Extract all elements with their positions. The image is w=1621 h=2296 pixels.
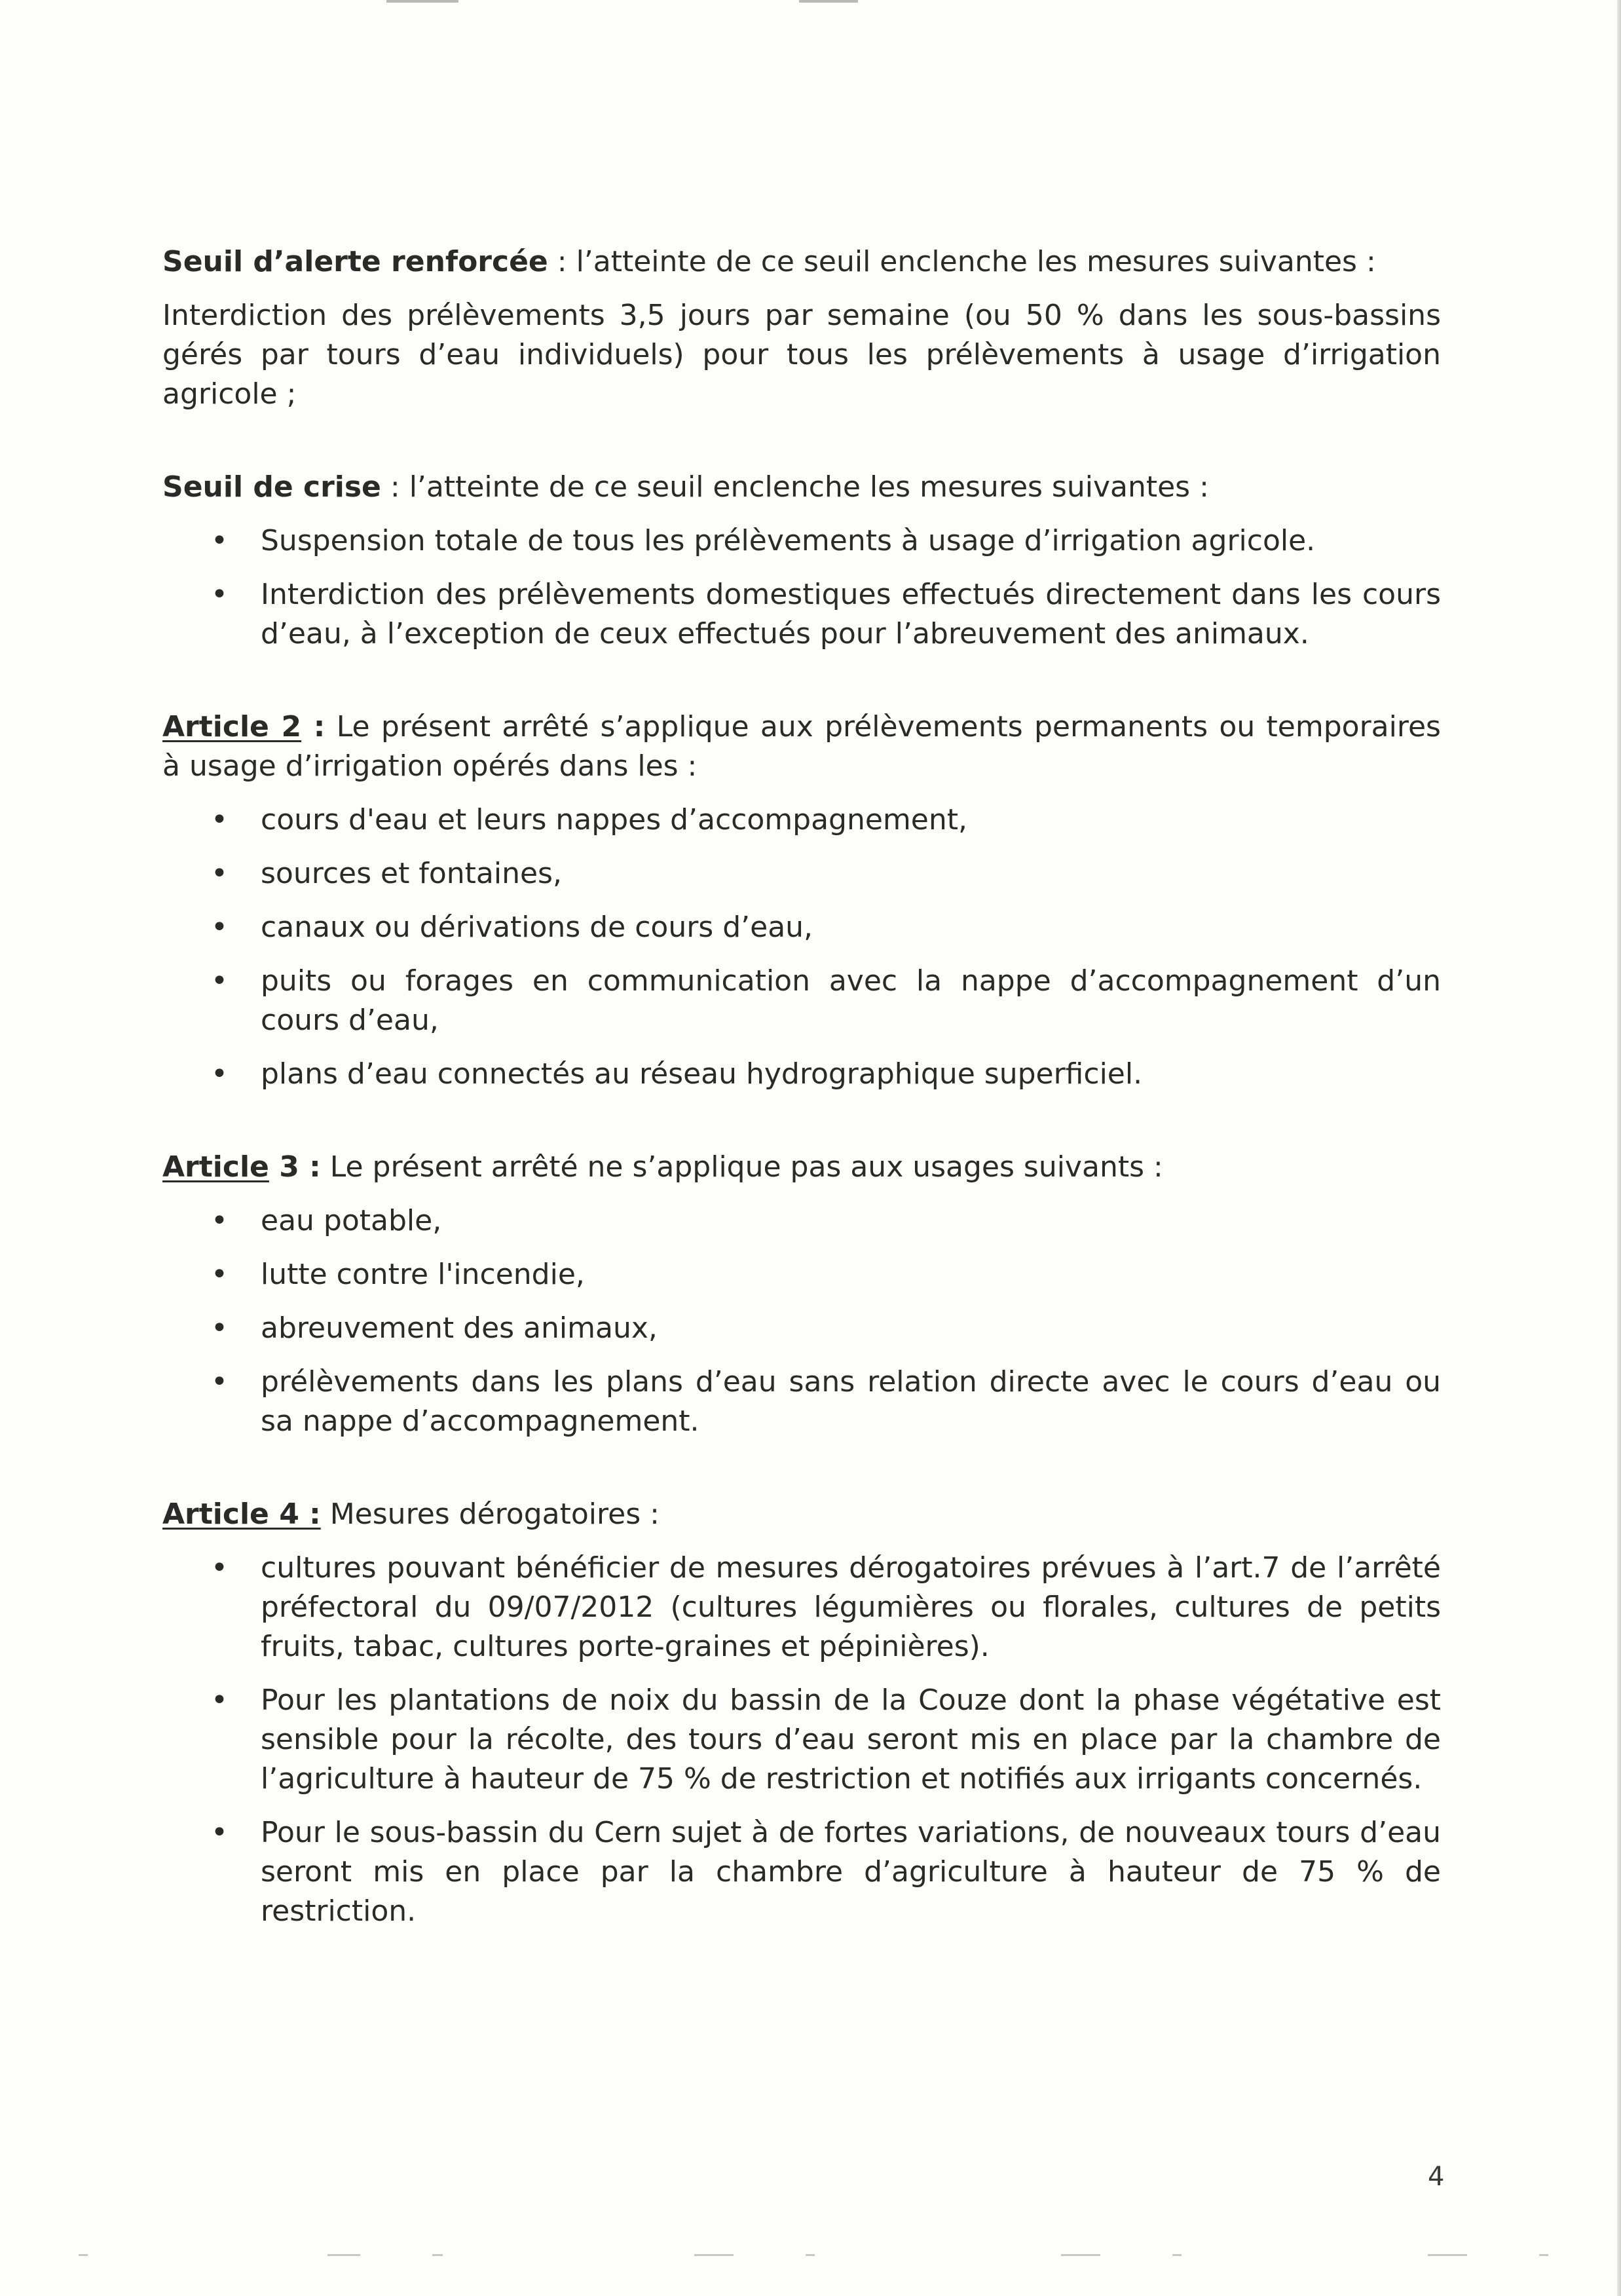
- list-item: [162, 1363, 1441, 1441]
- article-3-heading: [162, 1148, 1441, 1187]
- list-item-text: puits ou forages en communication avec la nappe d’accompagnement d’un cours d’eau,: [261, 964, 1441, 1037]
- page-edge: [1617, 0, 1621, 2296]
- bullet-icon: •: [211, 1365, 228, 1399]
- list-item-text: Suspension totale de tous les prélèvements à usage d’irrigation agricole.: [261, 524, 1316, 557]
- bullet-icon: •: [211, 1816, 228, 1849]
- document-body: [162, 242, 1441, 1931]
- list-item: [162, 1055, 1441, 1094]
- seuil-crise-label: Seuil de crise: [162, 470, 381, 504]
- bullet-icon: •: [211, 1258, 228, 1291]
- list-item: [162, 1549, 1441, 1666]
- article-3-label: Article: [162, 1150, 269, 1184]
- bullet-icon: •: [211, 1551, 228, 1585]
- bullet-icon: •: [211, 1311, 228, 1345]
- seuil-crise-text: : l’atteinte de ce seuil enclenche les mesures suivantes :: [381, 470, 1209, 504]
- bullet-icon: •: [211, 1204, 228, 1237]
- scan-mark: [386, 0, 458, 3]
- scan-mark: [799, 0, 858, 3]
- article-2-label: Article 2: [162, 710, 302, 743]
- bullet-icon: •: [211, 964, 228, 998]
- bullet-icon: •: [211, 857, 228, 890]
- article-3-text: Le présent arrêté ne s’applique pas aux usages suivants :: [320, 1150, 1163, 1184]
- list-item: [162, 1309, 1441, 1348]
- list-item-text: prélèvements dans les plans d’eau sans relation directe avec le cours d’eau ou sa nappe d’accompagnement.: [261, 1365, 1441, 1438]
- bullet-icon: •: [211, 803, 228, 837]
- list-item-text: abreuvement des animaux,: [261, 1311, 658, 1345]
- bullet-icon: •: [211, 1684, 228, 1717]
- list-item-text: Pour le sous-bassin du Cern sujet à de fortes variations, de nouveaux tours d’eau seront mis en place par la chambre d’agriculture à hauteur de 75 % de restriction.: [261, 1816, 1441, 1928]
- article-4-text: Mesures dérogatoires :: [320, 1497, 660, 1531]
- article-2-text: Le présent arrêté s’applique aux prélèvements permanents ou temporaires à usage d’irrigation opérés dans les :: [162, 710, 1441, 783]
- seuil-alerte-heading: [162, 242, 1441, 282]
- seuil-crise-list: [162, 521, 1441, 654]
- list-item: [162, 1255, 1441, 1294]
- scan-noise: [0, 2252, 1621, 2259]
- list-item: [162, 962, 1441, 1040]
- list-item-text: Pour les plantations de noix du bassin de la Couze dont la phase végétative est sensible pour la récolte, des tours d’eau seront mis en place par la chambre de l’agriculture à hauteur de 75 % de restriction et notifiés aux irrigants concernés.: [261, 1684, 1441, 1796]
- list-item: [162, 575, 1441, 654]
- article-2-heading: [162, 707, 1441, 786]
- list-item: [162, 521, 1441, 561]
- seuil-crise-heading: [162, 468, 1441, 507]
- article-3-number: 3 :: [269, 1150, 321, 1184]
- article-4-heading: [162, 1495, 1441, 1534]
- bullet-icon: •: [211, 524, 228, 557]
- article-4-list: [162, 1549, 1441, 1931]
- list-item: [162, 908, 1441, 947]
- list-item: [162, 1201, 1441, 1241]
- article-3-list: [162, 1201, 1441, 1441]
- seuil-alerte-paragraph: Interdiction des prélèvements 3,5 jours par semaine (ou 50 % dans les sous-bassins gérés par tours d’eau individuels) pour tous les prélèvements à usage d’irrigation agricole ;: [162, 299, 1441, 411]
- list-item-text: plans d’eau connectés au réseau hydrographique superficiel.: [261, 1057, 1143, 1091]
- page-number: 4: [1428, 2162, 1445, 2192]
- list-item: [162, 854, 1441, 894]
- list-item-text: eau potable,: [261, 1204, 442, 1237]
- list-item-text: canaux ou dérivations de cours d’eau,: [261, 911, 813, 944]
- article-4-label: Article 4 :: [162, 1497, 321, 1531]
- list-item: [162, 1813, 1441, 1931]
- list-item-text: sources et fontaines,: [261, 857, 562, 890]
- bullet-icon: •: [211, 911, 228, 944]
- bullet-icon: •: [211, 1057, 228, 1091]
- list-item-text: cultures pouvant bénéficier de mesures dérogatoires prévues à l’art.7 de l’arrêté préfectoral du 09/07/2012 (cultures légumières ou florales, cultures de petits fruits, tabac, cultures porte-graines et pépinières).: [261, 1551, 1441, 1663]
- seuil-alerte-text: : l’atteinte de ce seuil enclenche les mesures suivantes :: [548, 245, 1376, 278]
- list-item: [162, 1681, 1441, 1799]
- list-item: [162, 800, 1441, 840]
- seuil-alerte-label: Seuil d’alerte renforcée: [162, 245, 548, 278]
- bullet-icon: •: [211, 578, 228, 611]
- article-2-colon: :: [301, 710, 326, 743]
- article-2-list: [162, 800, 1441, 1094]
- list-item-text: cours d'eau et leurs nappes d’accompagnement,: [261, 803, 967, 837]
- list-item-text: lutte contre l'incendie,: [261, 1258, 585, 1291]
- list-item-text: Interdiction des prélèvements domestiques effectués directement dans les cours d’eau, à l’exception de ceux effectués pour l’abreuvement des animaux.: [261, 578, 1441, 650]
